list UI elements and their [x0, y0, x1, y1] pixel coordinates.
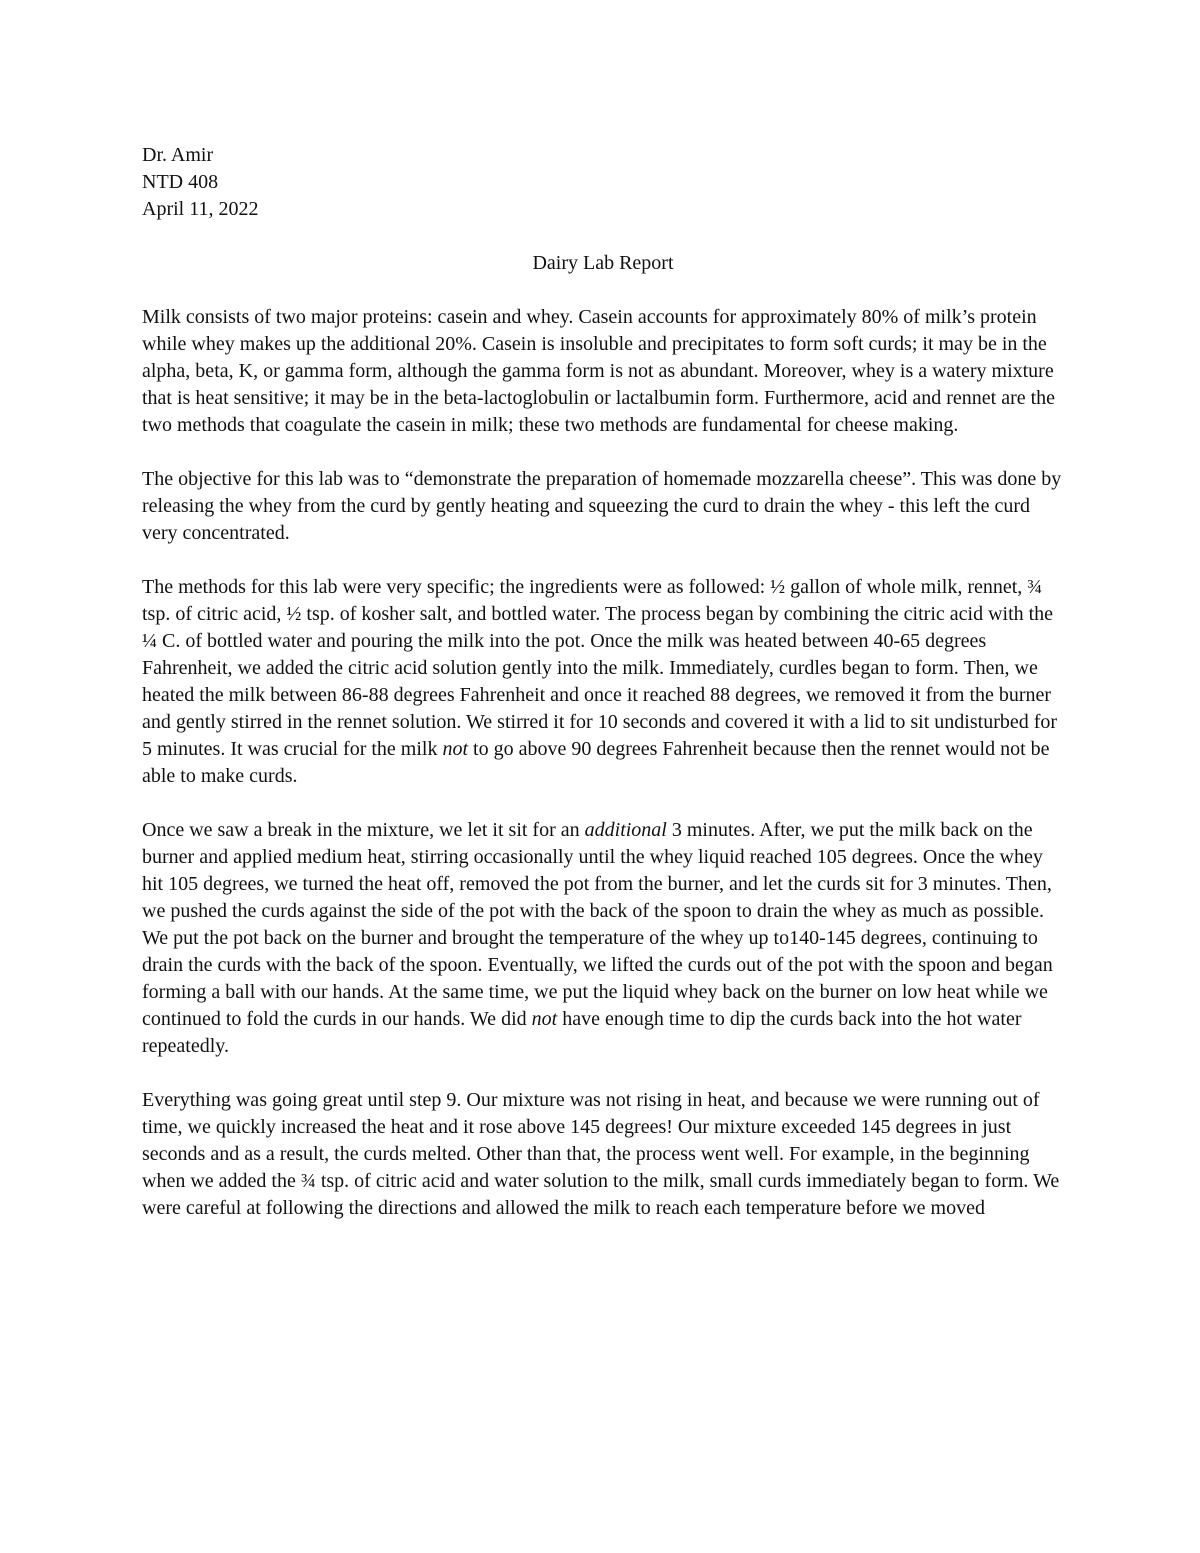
paragraph-methods	[142, 574, 1064, 790]
course-code: NTD 408	[142, 171, 219, 193]
paragraph-objective: The objective for this lab was to “demonstrate the preparation of homemade mozzarella cheese”. This was done by releasing the whey from the curd by gently heating and squeezing the curd to drain the whey - this left the curd very concentrated.	[142, 468, 1062, 544]
instructor-name: Dr. Amir	[142, 144, 214, 166]
paragraph-introduction: Milk consists of two major proteins: casein and whey. Casein accounts for approximately 80% of milk’s protein while whey makes up the additional 20%. Casein is insoluble and precipitates to form soft curds; it may be in the alpha, beta, K, or gamma form, although the gamma form is not as abundant. Moreover, whey is a watery mixture that is heat sensitive; it may be in the beta-lactoglobulin or lactalbumin form. Furthermore, acid and rennet are the two methods that coagulate the casein in milk; these two methods are fundamental for cheese making.	[142, 306, 1056, 436]
report-title: Dairy Lab Report	[532, 252, 674, 274]
paragraph-results: Everything was going great until step 9. Our mixture was not rising in heat, and because we were running out of time, we quickly increased the heat and it rose above 145 degrees! Our mixture exceeded 145 degrees in just seconds and as a result, the curds melted. Other than that, the process went well. For example, in the beginning when we added the ¾ tsp. of citric acid and water solution to the milk, small curds immediately began to form. We were careful at following the directions and allowed the milk to reach each temperature before we moved	[142, 1089, 1060, 1219]
document-body	[142, 142, 1064, 1222]
methods-text-part-1: The methods for this lab were very specific; the ingredients were as followed: ½ gallon of whole milk, rennet, ¾ tsp. of citric acid, ½ tsp. of kosher salt, and bottled water. The process began by combining the citric acid with the ¼ C. of bottled water and pouring the milk into the pot. Once the milk was heated between 40-65 degrees Fahrenheit, we added the citric acid solution gently into the milk. Immediately, curdles began to form. Then, we heated the milk between 86-88 degrees Fahrenheit and once it reached 88 degrees, we removed it from the burner and gently stirred in the rennet solution. We stirred it for 10 seconds and covered it with a lid to sit undisturbed for 5 minutes. It was crucial for the milk	[142, 576, 1058, 760]
paragraph-procedure	[142, 817, 1064, 1060]
procedure-text-part-2: 3 minutes. After, we put the milk back on the burner and applied medium heat, stirring occasionally until the whey liquid reached 105 degrees. Once the whey hit 105 degrees, we turned the heat off, removed the pot from the burner, and let the curds sit for 3 minutes. Then, we pushed the curds against the side of the pot with the back of the spoon to drain the whey as much as possible. We put the pot back on the burner and brought the temperature of the whey up to140-145 degrees, continuing to drain the curds with the back of the spoon. Eventually, we lifted the curds out of the pot with the spoon and began forming a ball with our hands. At the same time, we put the liquid whey back on the burner on low heat while we continued to fold the curds in our hands. We did	[142, 819, 1053, 1030]
header-block	[142, 142, 1064, 223]
methods-emphasis-not: not	[442, 738, 469, 760]
procedure-emphasis-not: not	[531, 1008, 558, 1030]
methods-text-part-2: to go above 90 degrees Fahrenheit because then the rennet would not be able to make curds.	[142, 738, 1050, 787]
procedure-text-part-3: have enough time to dip the curds back into the hot water repeatedly.	[142, 1008, 1022, 1057]
report-date: April 11, 2022	[142, 198, 259, 220]
procedure-emphasis-additional: additional	[584, 819, 667, 841]
procedure-text-part-1: Once we saw a break in the mixture, we let it sit for an	[142, 819, 585, 841]
